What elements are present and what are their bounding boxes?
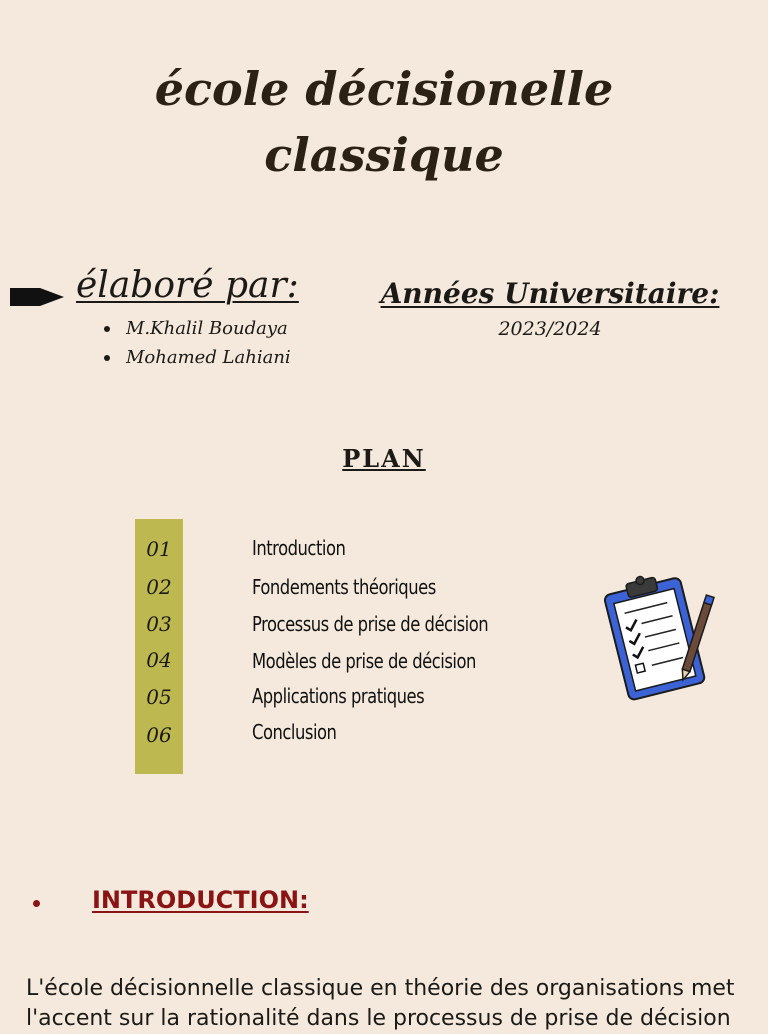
authors-list bbox=[104, 314, 291, 372]
plan-item-number: 02 bbox=[146, 575, 172, 599]
document-title bbox=[0, 56, 768, 188]
plan-item-number: 05 bbox=[146, 685, 172, 709]
authors-heading: élaboré par: bbox=[76, 265, 299, 306]
arrow-pointer-icon bbox=[10, 286, 64, 308]
plan-item-label: Applications pratiques bbox=[252, 684, 425, 708]
author-name: M.Khalil Boudaya bbox=[104, 314, 291, 343]
title-line-2: classique bbox=[264, 128, 504, 182]
plan-item-label: Introduction bbox=[252, 536, 346, 560]
plan-item-label: Modèles de prise de décision bbox=[252, 649, 476, 673]
introduction-heading: INTRODUCTION: bbox=[92, 886, 309, 914]
academic-year-heading: Années Universitaire: bbox=[380, 277, 720, 310]
plan-item-number: 03 bbox=[146, 612, 172, 636]
title-line-1: école décisionelle bbox=[154, 62, 614, 116]
plan-item-number: 01 bbox=[146, 537, 172, 561]
plan-item-label: Fondements théoriques bbox=[252, 575, 436, 599]
author-name: Mohamed Lahiani bbox=[104, 343, 291, 372]
plan-item-label: Conclusion bbox=[252, 720, 337, 744]
plan-item-number: 06 bbox=[146, 723, 172, 747]
introduction-body: L'école décisionnelle classique en théorie des organisations met l'accent sur la rationalité dans le processus de prise de décision bbox=[26, 976, 735, 1031]
clipboard-checklist-icon bbox=[598, 570, 718, 705]
academic-year-value: 2023/2024 bbox=[498, 318, 602, 340]
plan-item-number: 04 bbox=[146, 648, 172, 672]
intro-bullet bbox=[33, 900, 40, 907]
plan-item-label: Processus de prise de décision bbox=[252, 612, 489, 636]
plan-heading: PLAN bbox=[342, 444, 426, 473]
